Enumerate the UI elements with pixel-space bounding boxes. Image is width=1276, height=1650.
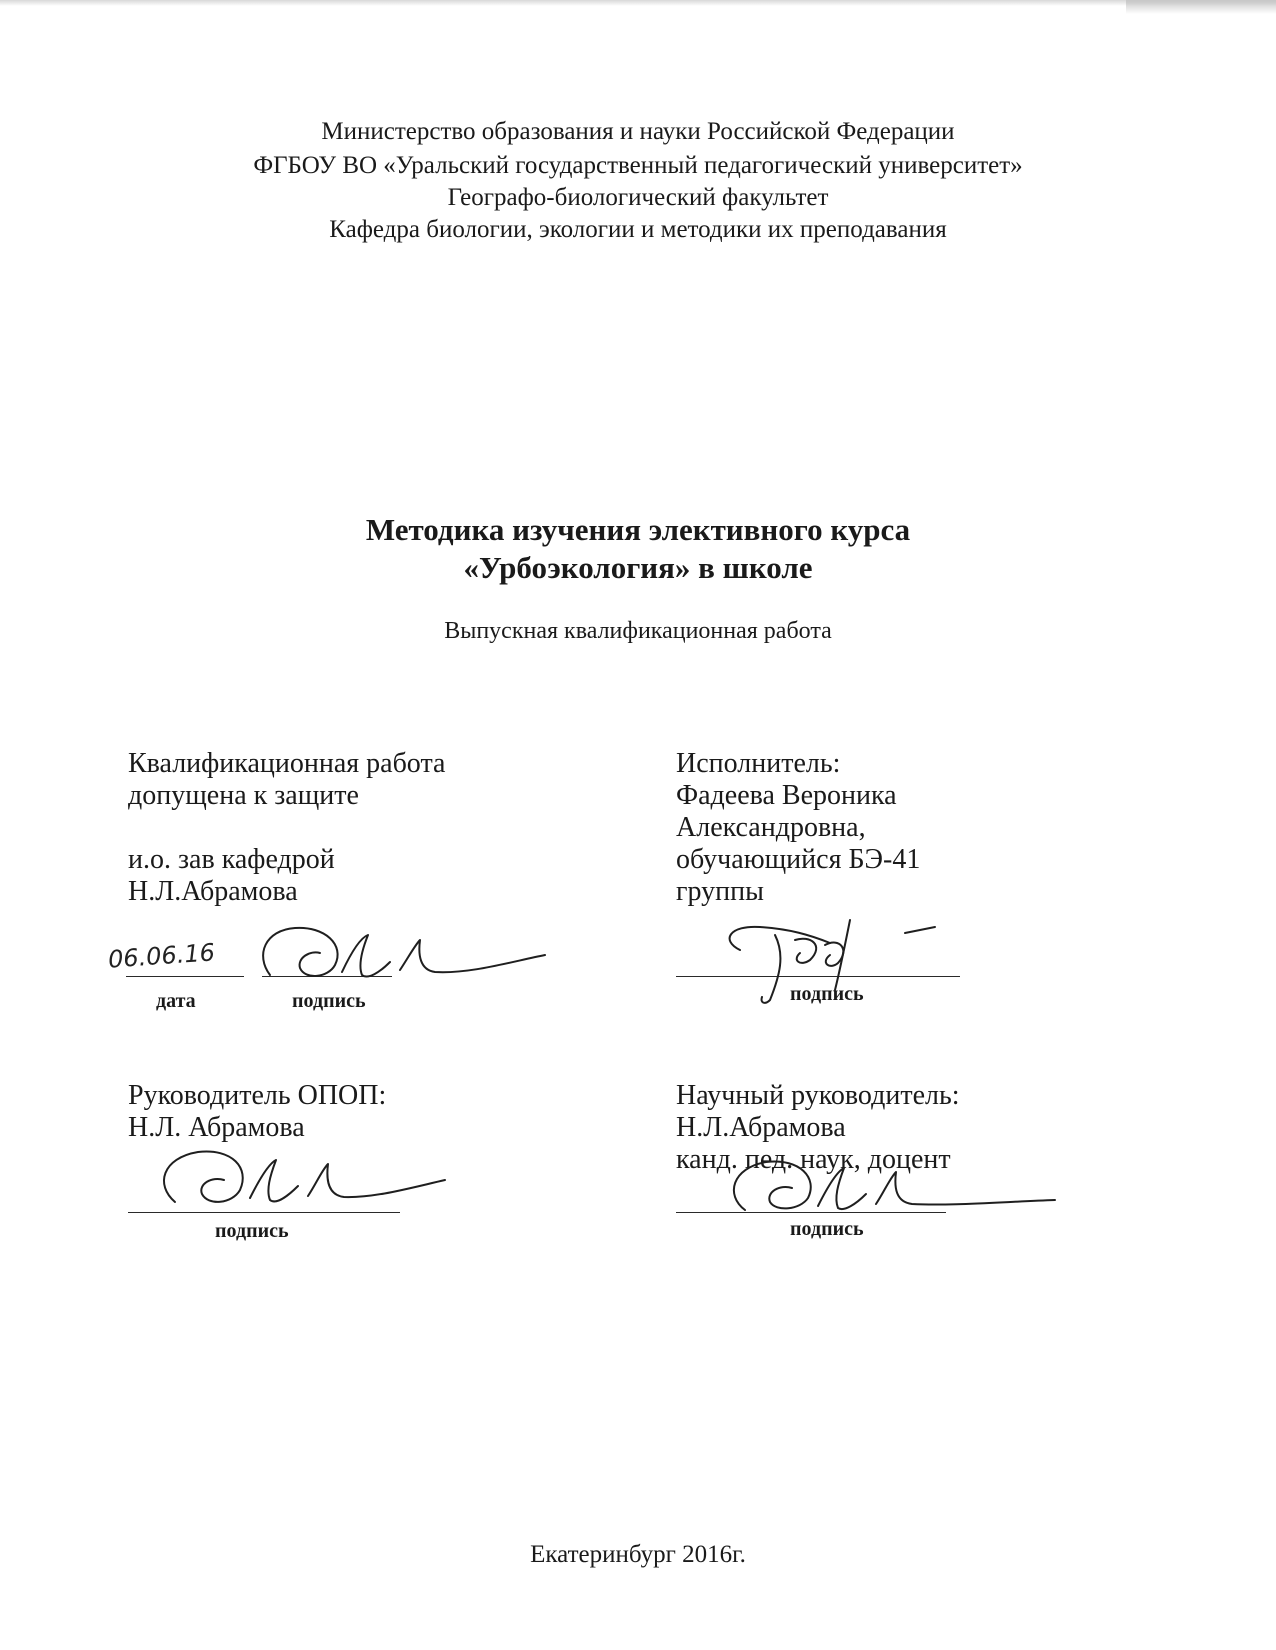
supervisor-degree: канд. пед. наук, доцент <box>676 1144 951 1175</box>
executor-group-line-2: группы <box>676 876 764 907</box>
executor-signature-label: подпись <box>790 983 864 1005</box>
date-line <box>126 976 244 977</box>
executor-group-line-1: обучающийся БЭ-41 <box>676 844 921 875</box>
executor-heading: Исполнитель: <box>676 748 841 779</box>
work-type: Выпускная квалификационная работа <box>444 618 832 644</box>
admission-line-2: допущена к защите <box>128 780 359 811</box>
signature-program-head <box>150 1140 450 1225</box>
faculty-line: Географо-биологический факультет <box>447 184 829 211</box>
ministry-line: Министерство образования и науки Российской Федерации <box>321 118 955 145</box>
program-head-heading: Руководитель ОПОП: <box>128 1080 387 1111</box>
signature-label: подпись <box>292 990 366 1012</box>
title-line-1: Методика изучения элективного курса <box>365 512 911 547</box>
signature-head-of-department <box>250 920 550 995</box>
city-year: Екатеринбург 2016г. <box>530 1541 746 1568</box>
signature-supervisor <box>720 1150 1060 1230</box>
department-line: Кафедра биологии, экологии и методики их преподавания <box>329 216 947 243</box>
admission-block <box>128 748 445 908</box>
executor-block <box>676 748 920 908</box>
scan-edge <box>0 0 1276 6</box>
signature-executor <box>700 905 960 1010</box>
supervisor-signature-label: подпись <box>790 1218 864 1240</box>
program-head-signature-label: подпись <box>215 1220 289 1242</box>
admission-line-1: Квалификационная работа <box>128 748 446 779</box>
university-line: ФГБОУ ВО «Уральский государственный педагогический университет» <box>253 152 1023 179</box>
supervisor-name: Н.Л.Абрамова <box>676 1112 846 1143</box>
program-head-name: Н.Л. Абрамова <box>128 1112 305 1143</box>
head-of-department-name: Н.Л.Абрамова <box>128 876 298 907</box>
supervisor-heading: Научный руководитель: <box>676 1080 960 1111</box>
date-label: дата <box>156 990 196 1012</box>
program-head-block <box>128 1080 386 1144</box>
handwritten-date: 06.06.16 <box>107 938 216 974</box>
executor-name-line-1: Фадеева Вероника <box>676 780 897 811</box>
title-line-2: «Урбоэкология» в школе <box>463 550 813 585</box>
scan-corner-shadow <box>1126 0 1276 14</box>
head-of-department-role: и.о. зав кафедрой <box>128 844 335 875</box>
executor-name-line-2: Александровна, <box>676 812 866 843</box>
spacer <box>128 812 445 844</box>
